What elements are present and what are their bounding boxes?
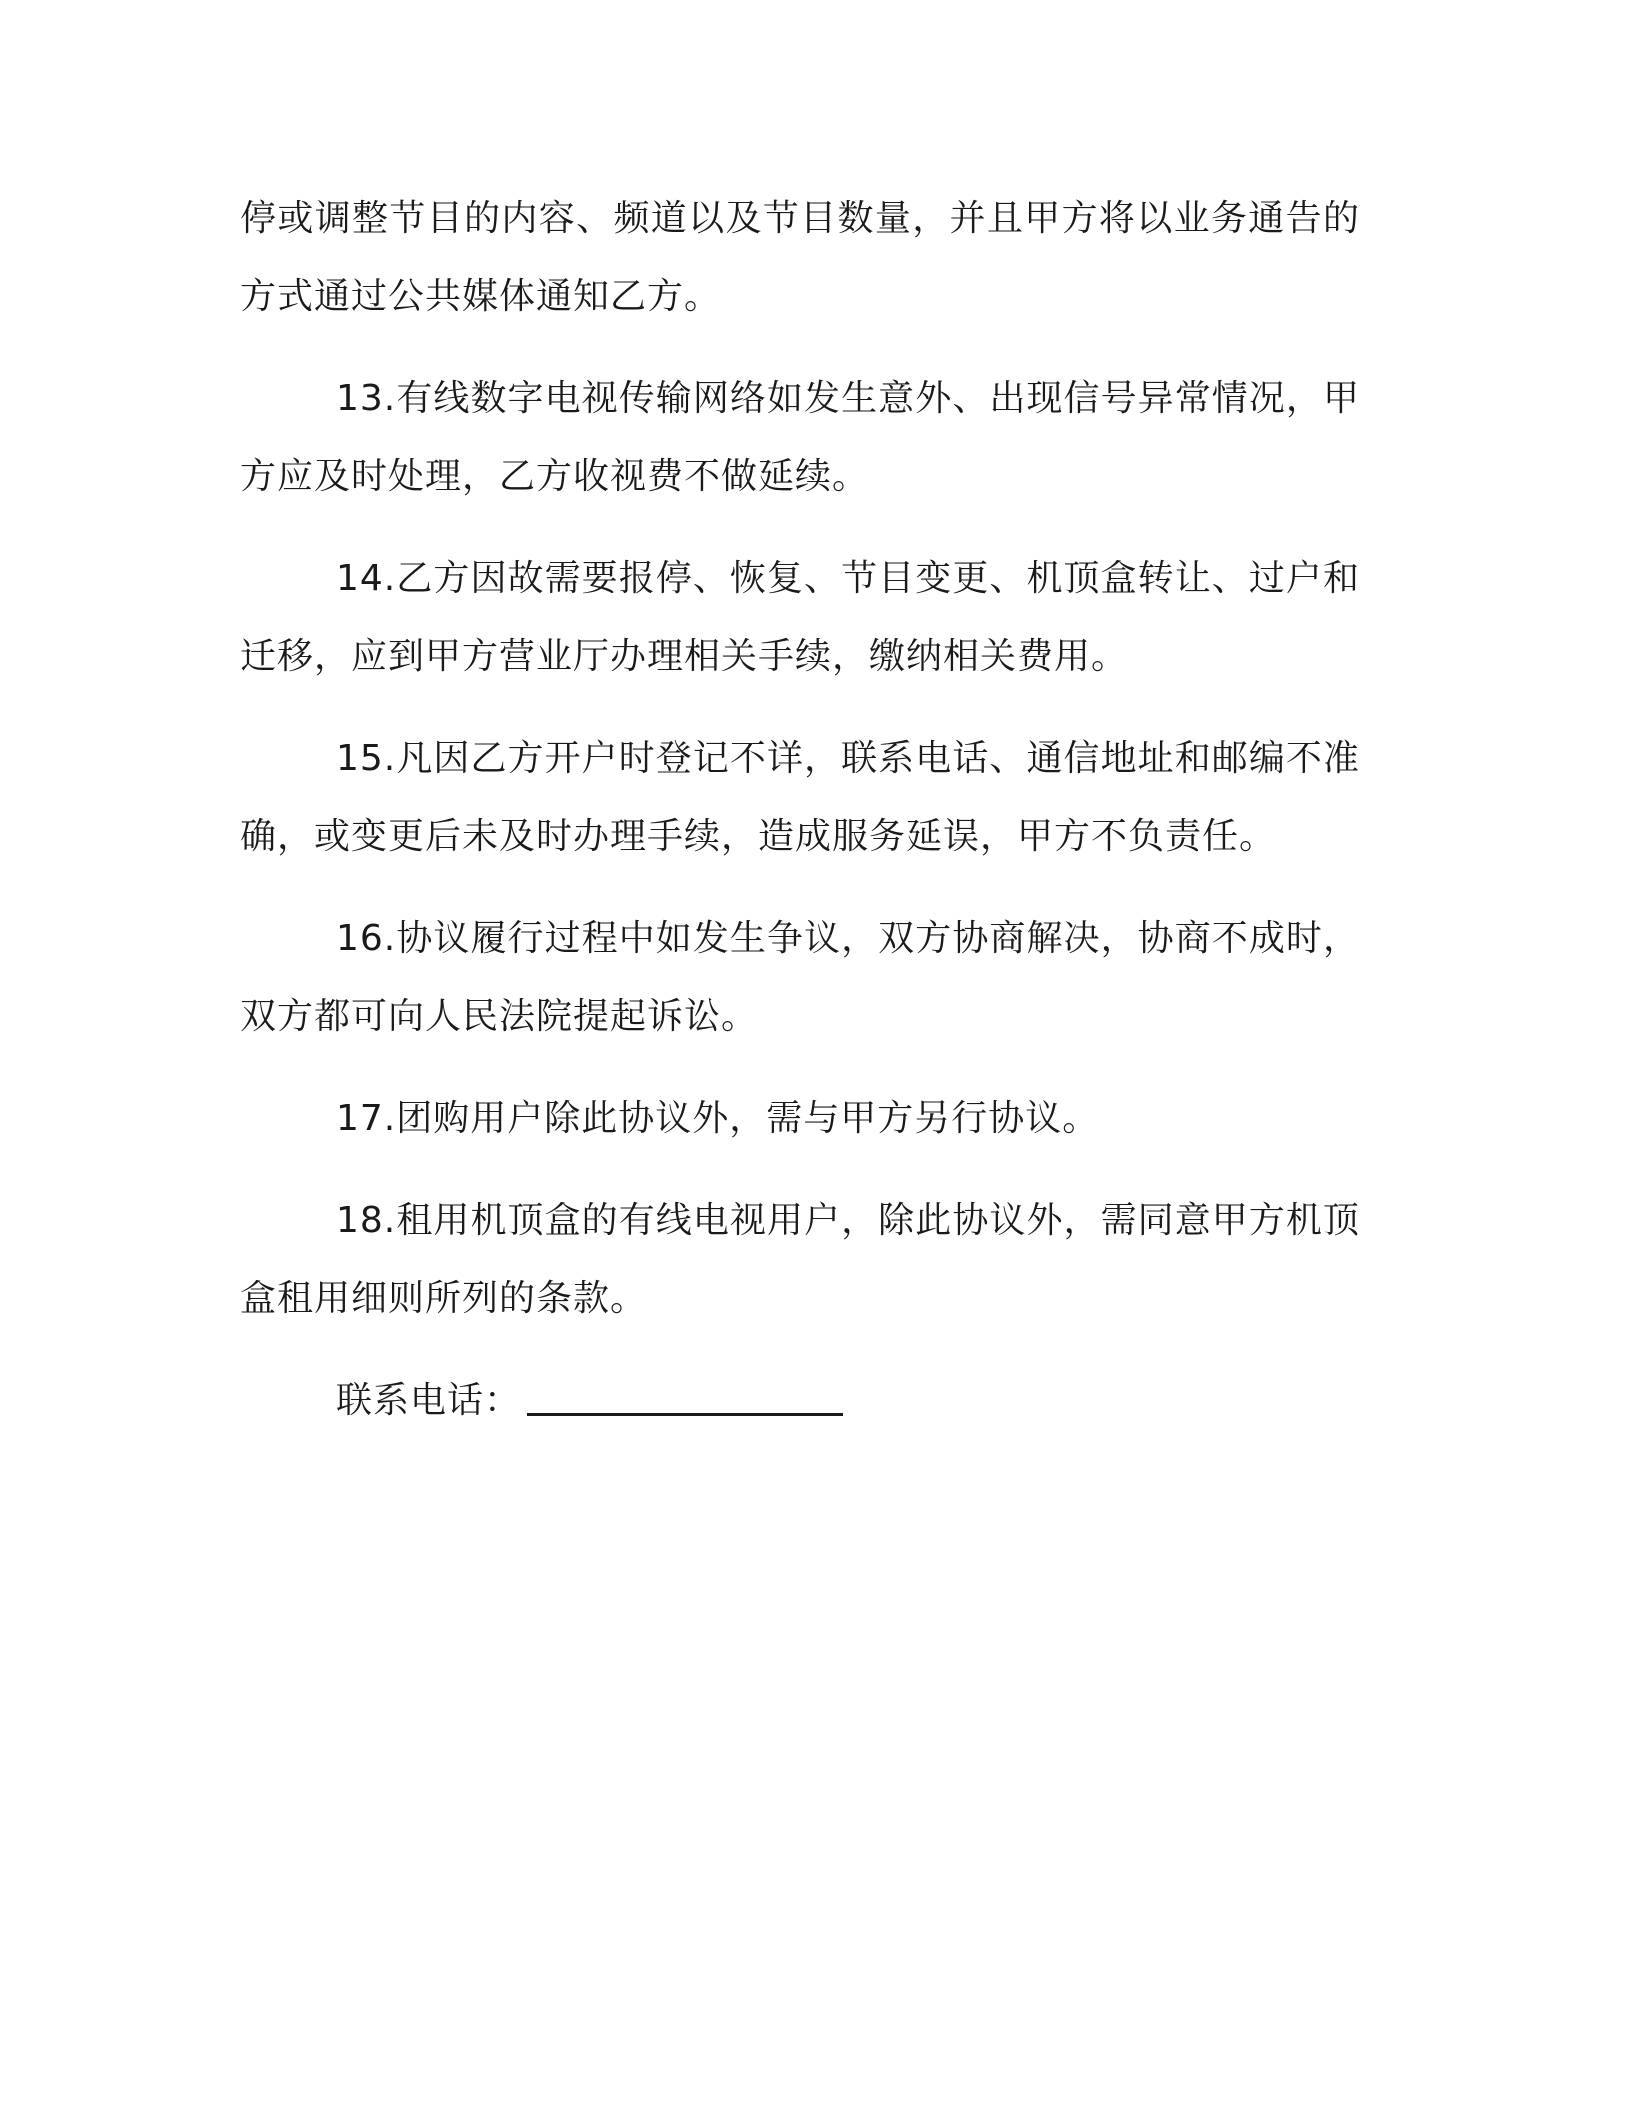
document-body: [240, 180, 1360, 1440]
contact-phone-line: [240, 1362, 1360, 1440]
clause-17: 17.团购用户除此协议外，需与甲方另行协议。: [336, 1098, 1100, 1139]
clause-18: 18.租用机顶盒的有线电视用户，除此协议外，需同意甲方机顶盒租用细则所列的条款。: [240, 1200, 1360, 1319]
paragraph-continuation: 停或调整节目的内容、频道以及节目数量，并且甲方将以业务通告的方式通过公共媒体通知乙方。: [240, 198, 1360, 317]
clause-15: 15.凡因乙方开户时登记不详，联系电话、通信地址和邮编不准确，或变更后未及时办理手续，造成服务延误，甲方不负责任。: [240, 738, 1360, 857]
clause-16: 16.协议履行过程中如发生争议，双方协商解决，协商不成时，双方都可向人民法院提起诉讼。: [240, 918, 1360, 1037]
contact-phone-label: 联系电话：: [336, 1380, 522, 1421]
clause-13: 13.有线数字电视传输网络如发生意外、出现信号异常情况，甲方应及时处理，乙方收视费不做延续。: [240, 378, 1360, 497]
clause-14: 14.乙方因故需要报停、恢复、节目变更、机顶盒转让、过户和迁移，应到甲方营业厅办理相关手续，缴纳相关费用。: [240, 558, 1360, 677]
contact-phone-blank: [527, 1373, 843, 1416]
